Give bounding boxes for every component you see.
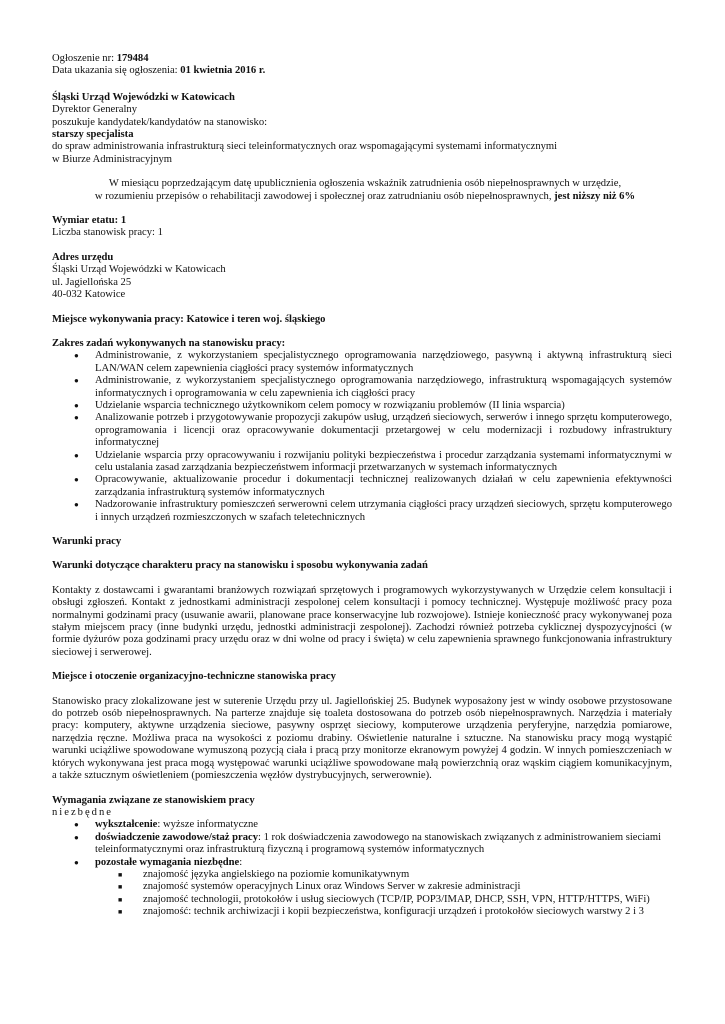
employer-name: Śląski Urząd Wojewódzki w Katowicach [52, 91, 235, 103]
list-item: ■ znajomość: technik archiwizacji i kopii bezpieczeństwa, konfiguracji urządzeń i protokołów sieciowych warstwy 2 i 3 [52, 906, 672, 918]
disability-notice-line2: w rozumieniu przepisów o rehabilitacji zawodowej i społecznej oraz zatrudnianiu osób niepełnosprawnych, jest niższy niż 6% [94, 190, 636, 202]
positions-count: Liczba stanowisk pracy: 1 [52, 227, 163, 239]
list-item: ● Opracowywanie, aktualizowanie procedur i dokumentacji technicznej realizowanych działań w celu zapewnienia efektywności zarządzania infrastrukturą systemów informatycznych [52, 474, 672, 499]
conditions-environment-heading: Miejsce i otoczenie organizacyjno-techniczne stanowiska pracy [52, 671, 336, 683]
list-item: ● Nadzorowanie infrastruktury pomieszczeń serwerowni celem utrzymania ciągłości pracy urządzeń sieciowych, sprzętu komputerowego i innych urządzeń rozmieszczonych w szafach teletechnicznych [52, 499, 672, 524]
disability-notice [52, 178, 672, 203]
list-item: ■ znajomość technologii, protokołów i usług sieciowych (TCP/IP, POP3/IMAP, DHCP, SSH, VPN, HTTP/HTTPS, WiFi) [52, 894, 672, 906]
employer-director: Dyrektor Generalny [52, 104, 138, 116]
position-department: w Biurze Administracyjnym [52, 153, 173, 165]
list-item: ● Analizowanie potrzeb i przygotowywanie propozycji zakupów usług, urządzeń sieciowych, serwerów i innego sprzętu komputerowego, oprogramowania i licencji oraz opracowywanie dokumentacji przetargowej w celu modernizacji i rozbudowy infrastruktury informatycznej [52, 412, 672, 449]
address-name: Śląski Urząd Wojewódzki w Katowicach [52, 264, 226, 276]
requirement-other-list [95, 869, 672, 919]
list-item: ● Udzielanie wsparcia przy opracowywaniu i rozwijaniu polityki bezpieczeństwa i procedur zarządzania systemami informatycznymi w celu ustalania zasad zarządzania bezpieczeństwem informacji przetwarzanych w systemach informatycznych [52, 450, 672, 475]
address-heading: Adres urzędu [52, 251, 114, 263]
publication-date-line [52, 65, 672, 77]
conditions-heading: Warunki pracy [52, 536, 122, 547]
address-city: 40-032 Katowice [52, 289, 126, 301]
requirements-list [52, 819, 672, 918]
requirement-education: ● wykształcenie: wyższe informatyczne [52, 819, 672, 831]
position-description: do spraw administrowania infrastrukturą sieci teleinformatycznych oraz wspomagającymi systemami informatycznymi [52, 141, 558, 153]
announcement-label: Ogłoszenie nr: [52, 53, 115, 64]
list-item: ● Udzielanie wsparcia technicznego użytkownikom celem pomocy w rozwiązaniu problemów (II linia wsparcia) [52, 400, 672, 412]
workplace: Miejsce wykonywania pracy: Katowice i teren woj. śląskiego [52, 313, 326, 325]
disability-notice-emphasis: jest niższy niż 6% [554, 190, 636, 202]
conditions-nature-heading: Warunki dotyczące charakteru pracy na stanowisku i sposobu wykonywania zadań [52, 560, 428, 572]
list-item: ● Administrowanie, z wykorzystaniem specjalistycznego oprogramowania narzędziowego, infrastrukturą wspomagających systemów informatycznych i oprogramowania w celu zapewnienia ich ciągłości pracy [52, 375, 672, 400]
requirement-other: ● pozostałe wymagania niezbędne: ■ znajomość języka angielskiego na poziomie komunikatywnym ■ znajomość systemów operacyjnych Linux oraz Windows Server w zakresie administracji ■ znajomość technologii, protokołów i usług sieciowych (TCP/IP, POP3/IMAP, DHCP, SSH, VPN, HTTP/HTTPS, WiFi) ■ znajomość: technik archiwizacji i kopii bezpieczeństwa, konfiguracji urządzeń i protokołów sieciowych warstwy 2 i 3 [52, 857, 672, 919]
fte: Wymiar etatu: 1 [52, 215, 127, 227]
list-item: ● Administrowanie, z wykorzystaniem specjalistycznego oprogramowania narzędziowego, pasywną i aktywną infrastrukturą sieci LAN/WAN celem zapewnienia ciągłości pracy systemów informatycznych [52, 350, 672, 375]
publication-date: 01 kwietnia 2016 r. [180, 65, 266, 77]
conditions-environment-text: Stanowisko pracy zlokalizowane jest w suterenie Urzędu przy ul. Jagiellońskiej 25. Budynek wyposażony jest w windy osobowe przystosowane do potrzeb osób niepełnosprawnych. Na parterze znajduje się toaleta dostosowana do potrzeb osób niepełnosprawnych. Narzędzia i materiały pracy: komputery, aktywne urządzenia sieciowe, pasywny osprzęt sieciowy, komputerowe urządzenia peryferyjne, narzędzia pomiarowe, narzędzia ręczne. Możliwa praca na wysokości z poziomu drabiny. Oświetlenie naturalne i sztuczne. Na stanowisku pracy mogą wystąpić warunki uciążliwe spowodowane wymuszoną pozycją ciała i pracą przy monitorze ekranowym powyżej 4 godzin. W innych pomieszczeniach w których wykonywana jest praca mogą występować warunki uciążliwe spowodowane małą powierzchnią oraz wąskim ciągiem komunikacyjnym, a także sztucznym oświetleniem (pomieszczenia węzłów dystrybucyjnych, serwerownie). [52, 695, 672, 782]
employer-seeks: poszukuje kandydatek/kandydatów na stanowisko: [52, 116, 268, 128]
address-street: ul. Jagiellońska 25 [52, 276, 132, 288]
requirements-necessary-label: niezbędne [52, 806, 113, 818]
requirements-heading: Wymagania związane ze stanowiskiem pracy [52, 794, 255, 806]
duties-heading: Zakres zadań wykonywanych na stanowisku pracy: [52, 337, 286, 349]
publication-date-label: Data ukazania się ogłoszenia: [52, 65, 178, 77]
requirement-experience: ● doświadczenie zawodowe/staż pracy: 1 rok doświadczenia zawodowego na stanowiskach związanych z administrowaniem sieciami teleinformatycznymi oraz infrastrukturą fizyczną i programową systemów informatycznych [52, 832, 672, 857]
announcement-number: 179484 [116, 53, 149, 64]
disability-notice-line1: W miesiącu poprzedzającym datę upublicznienia ogłoszenia wskaźnik zatrudnienia osób niepełnosprawnych w urzędzie, [108, 178, 622, 190]
document-page [52, 53, 672, 919]
list-item: ■ znajomość systemów operacyjnych Linux oraz Windows Server w zakresie administracji [52, 881, 672, 893]
announcement-number-line [52, 53, 672, 65]
position-title: starszy specjalista [52, 129, 134, 141]
list-item: ■ znajomość języka angielskiego na poziomie komunikatywnym [52, 869, 672, 881]
duties-list [52, 350, 672, 524]
conditions-nature-text: Kontakty z dostawcami i gwarantami branżowych rozwiązań sprzętowych i programowych wykorzystywanych w Urzędzie celem konsultacji i obsługi zgłoszeń. Kontakt z jednostkami administracji zespolonej celem konsultacji i pomocy technicznej. Występuje możliwość pracy poza normalnymi godzinami pracy (usuwanie awarii, planowane prace konserwacyjne lub rozwojowe). Istnieje konieczność pracy wykonywanej poza stałym miejscem pracy (inne budynki urzędu, jednostki administracji zespolonej). Zachodzi również potrzeba cyklicznej dyspozycyjności (w formie dyżurów poza godzinami pracy urzędu oraz w dni wolne od pracy i święta) w celu zapewnienia sprawnego funkcjonowania infrastruktury sieciowej i serwerowej. [52, 584, 672, 658]
